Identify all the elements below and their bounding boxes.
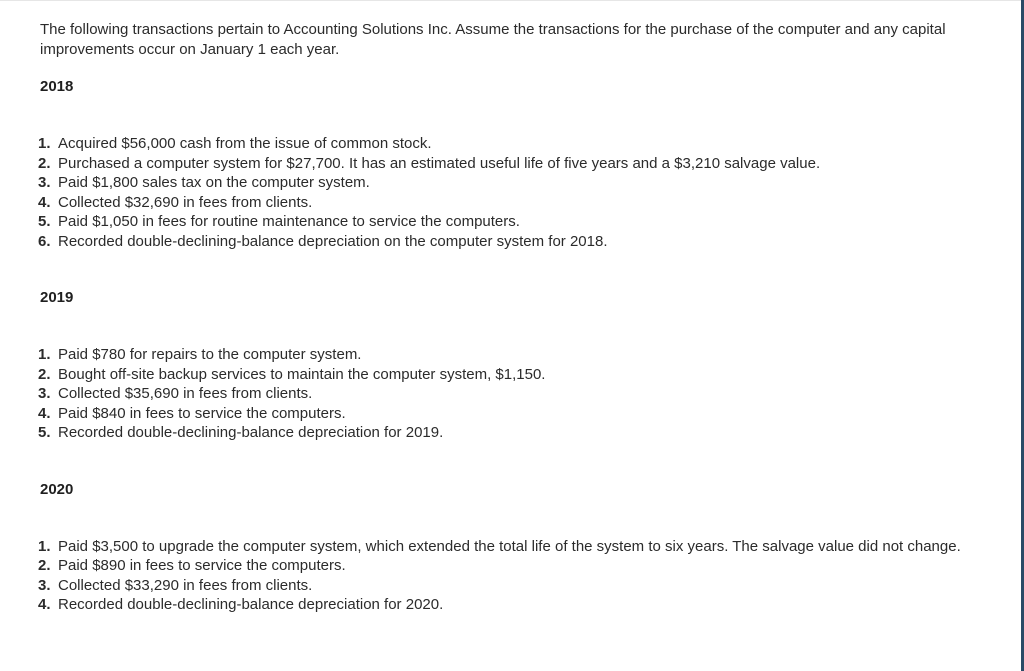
- item-text: Collected $32,690 in fees from clients.: [58, 193, 313, 211]
- year-heading-2019: 2019: [40, 289, 74, 306]
- transaction-item: [38, 212, 970, 232]
- transaction-item: [38, 232, 970, 252]
- item-text: Collected $33,290 in fees from clients.: [58, 576, 313, 594]
- transactions-list-2019: [38, 345, 970, 443]
- transaction-item: [38, 595, 970, 615]
- intro-paragraph: The following transactions pertain to Accounting Solutions Inc. Assume the transactions for the purchase of the computer and any capital improvements occur on January 1 each year.: [40, 21, 946, 58]
- item-text: Paid $890 in fees to service the computers.: [58, 557, 346, 574]
- transaction-item: [38, 384, 970, 404]
- problem-content: [40, 20, 970, 615]
- item-number: 2.: [38, 365, 51, 383]
- item-text: Collected $35,690 in fees from clients.: [58, 385, 313, 402]
- transaction-item: [38, 173, 970, 193]
- item-text: Bought off-site backup services to maintain the computer system, $1,150.: [58, 365, 546, 383]
- top-divider: [0, 0, 1024, 1]
- transaction-item: [38, 365, 970, 385]
- transaction-item: [38, 134, 970, 154]
- item-text: Paid $1,050 in fees for routine maintenance to service the computers.: [58, 213, 520, 230]
- item-number: 4.: [38, 596, 51, 613]
- item-number: 4.: [38, 404, 51, 422]
- year-heading-2020: 2020: [40, 480, 74, 498]
- item-number: 3.: [38, 576, 51, 594]
- item-number: 1.: [38, 346, 51, 363]
- year-heading-2018: 2018: [40, 78, 74, 95]
- transactions-list-2020: [38, 537, 970, 615]
- transactions-list-2018: [38, 134, 970, 251]
- item-text: Recorded double-declining-balance depreciation for 2020.: [58, 596, 444, 613]
- item-number: 1.: [38, 537, 51, 555]
- item-text: Acquired $56,000 cash from the issue of common stock.: [58, 135, 432, 152]
- item-number: 5.: [38, 213, 51, 230]
- transaction-item: [38, 537, 970, 557]
- item-text: Paid $780 for repairs to the computer system.: [58, 346, 362, 363]
- item-number: 3.: [38, 174, 51, 191]
- transaction-item: [38, 193, 970, 213]
- item-text: Paid $1,800 sales tax on the computer system.: [58, 174, 370, 191]
- item-number: 2.: [38, 557, 51, 574]
- transaction-item: [38, 345, 970, 365]
- transaction-item: [38, 556, 970, 576]
- transaction-item: [38, 404, 970, 424]
- item-text: Purchased a computer system for $27,700. It has an estimated useful life of five years and a $3,210 salvage value.: [58, 154, 821, 172]
- item-number: 4.: [38, 193, 51, 211]
- item-number: 5.: [38, 424, 51, 441]
- item-text: Paid $840 in fees to service the computers.: [58, 404, 346, 422]
- item-number: 1.: [38, 135, 51, 152]
- item-number: 3.: [38, 385, 51, 402]
- item-number: 2.: [38, 154, 51, 172]
- item-text: Recorded double-declining-balance depreciation for 2019.: [58, 424, 444, 441]
- item-text: Paid $3,500 to upgrade the computer system, which extended the total life of the system to six years. The salvage value did not change.: [58, 537, 961, 555]
- item-number: 6.: [38, 232, 51, 250]
- transaction-item: [38, 576, 970, 596]
- item-text: Recorded double-declining-balance depreciation on the computer system for 2018.: [58, 232, 608, 250]
- transaction-item: [38, 154, 970, 174]
- transaction-item: [38, 423, 970, 443]
